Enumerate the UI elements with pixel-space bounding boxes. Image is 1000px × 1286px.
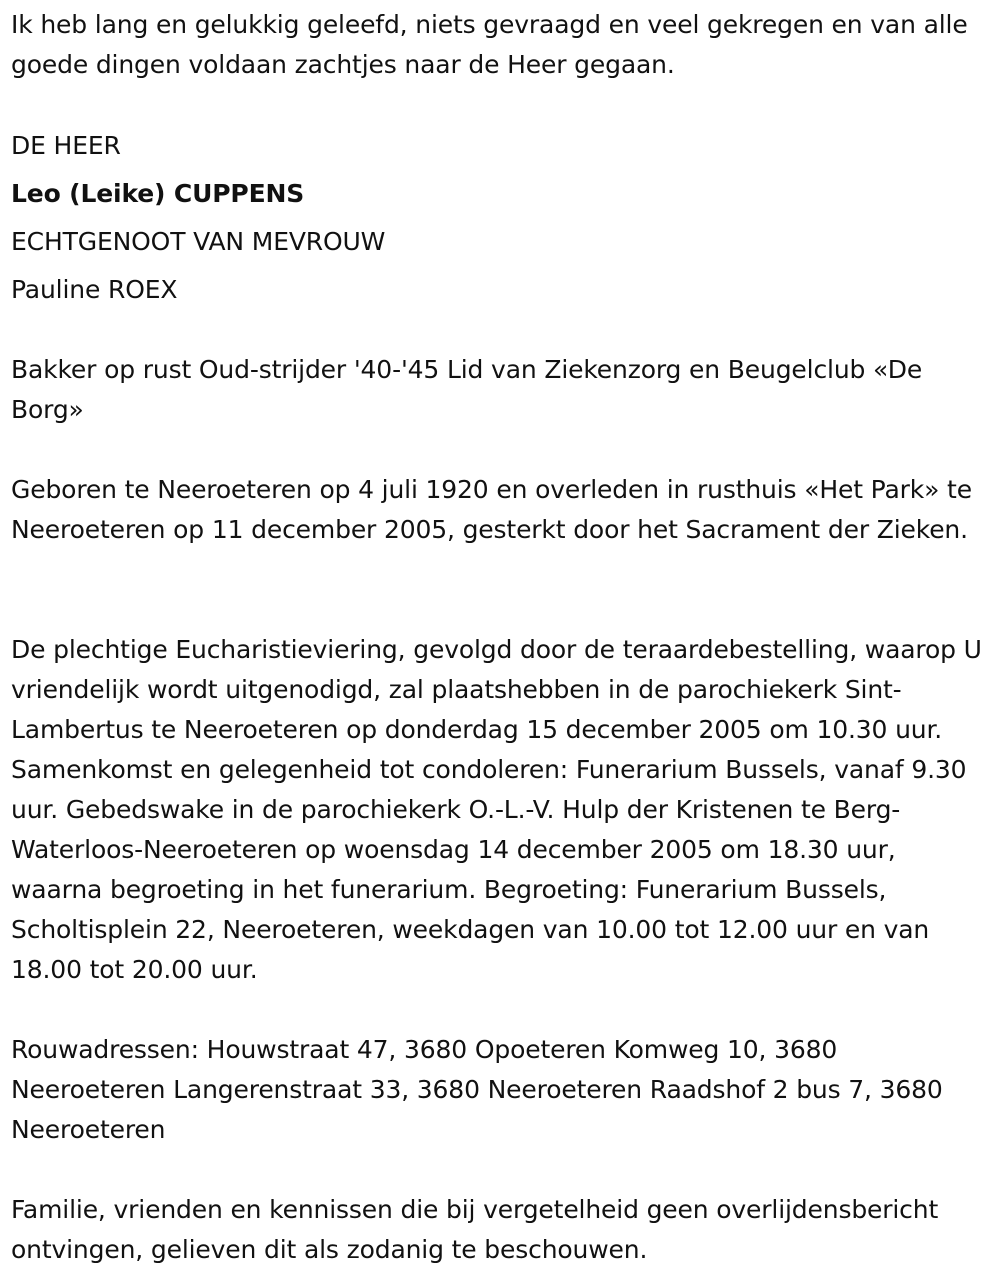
birth-death-paragraph: Geboren te Neeroeteren op 4 juli 1920 en overleden in rusthuis «Het Park» te Neeroeteren op 11 december 2005, gesterkt door het Sacrament der Zieken. <box>11 475 972 544</box>
intro-paragraph: Ik heb lang en gelukkig geleefd, niets gevraagd en veel gekregen en van alle goede dingen voldaan zachtjes naar de Heer gegaan. <box>11 10 968 79</box>
ceremony-paragraph: De plechtige Eucharistieviering, gevolgd door de teraardebestelling, waarop U vriendelijk wordt uitgenodigd, zal plaatshebben in de parochiekerk Sint-Lambertus te Neeroeteren op donderdag 15 december 2005 om 10.30 uur. Samenkomst en gelegenheid tot condoleren: Funerarium Bussels, vanaf 9.30 uur. Gebedswake in de parochiekerk O.-L.-V. Hulp der Kristenen te Berg-Waterloos-Neeroeteren op woensdag 14 december 2005 om 18.30 uur, waarna begroeting in het funerarium. Begroeting: Funerarium Bussels, Scholtisplein 22, Neeroeteren, weekdagen van 10.00 tot 12.00 uur en van 18.00 tot 20.00 uur. <box>11 635 982 984</box>
deceased-relation: ECHTGENOOT VAN MEVROUW <box>11 227 386 256</box>
deceased-name: Leo (Leike) CUPPENS <box>11 179 305 208</box>
spouse-name: Pauline ROEX <box>11 275 178 304</box>
deceased-title: DE HEER <box>11 131 121 160</box>
occupation-paragraph: Bakker op rust Oud-strijder '40-'45 Lid van Ziekenzorg en Beugelclub «De Borg» <box>11 355 923 424</box>
family-note-paragraph: Familie, vrienden en kennissen die bij vergetelheid geen overlijdensbericht ontvingen, gelieven dit als zodanig te beschouwen. <box>11 1195 939 1264</box>
deceased-block <box>11 122 993 314</box>
addresses-paragraph: Rouwadressen: Houwstraat 47, 3680 Opoeteren Komweg 10, 3680 Neeroeteren Langerenstraat 33, 3680 Neeroeteren Raadshof 2 bus 7, 3680 Neeroeteren <box>11 1035 943 1144</box>
